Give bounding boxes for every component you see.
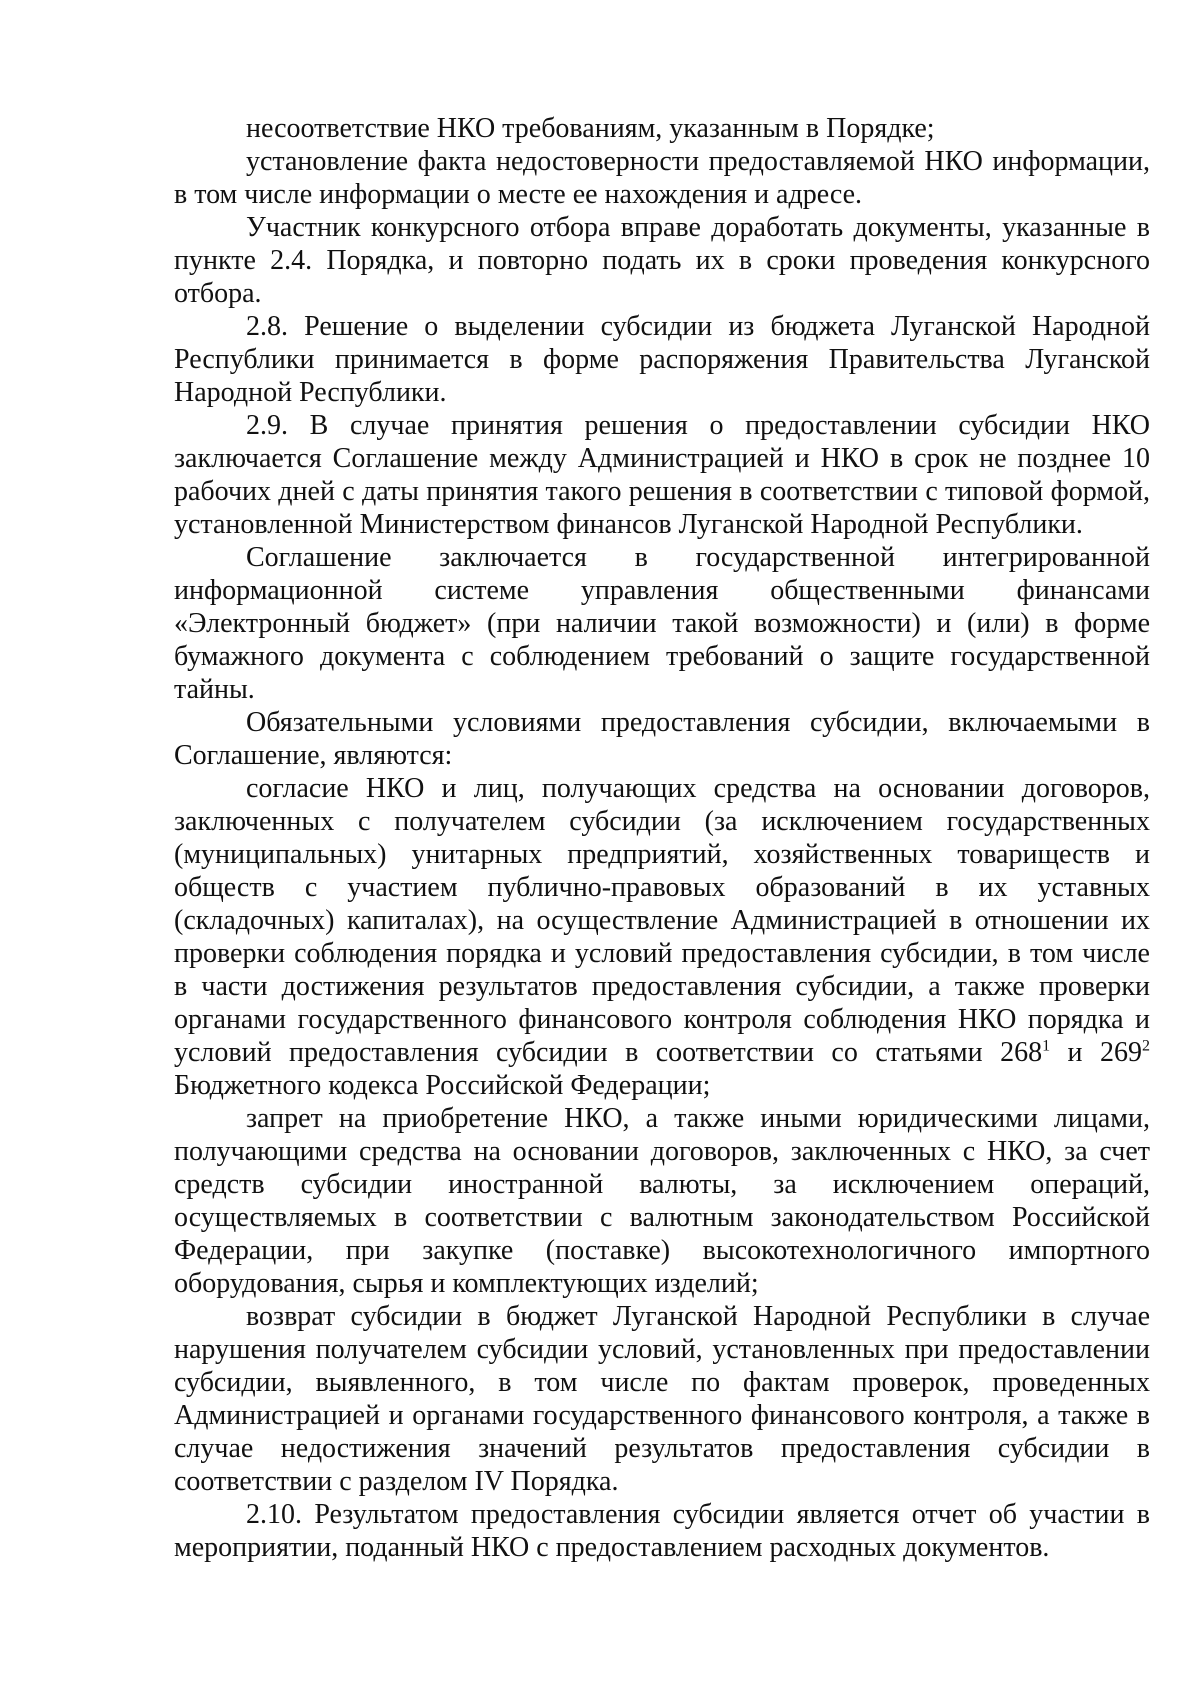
document-body: [174, 112, 1150, 1564]
paragraph-mandatory-conditions: Обязательными условиями предоставления субсидии, включаемыми в Соглашение, являются:: [174, 707, 1150, 771]
consent-text-part1: согласие НКО и лиц, получающих средства на основании договоров, заключенных с получателем субсидии (за исключением государственных (муниципальных) унитарных предприятий, хозяйственных товариществ и обществ с участием публично-правовых образований в их уставных (складочных) капиталах), на осуществление Администрацией в отношении их проверки соблюдения порядка и условий предоставления субсидии, в том числе в части достижения результатов предоставления субсидии, а также проверки органами государственного финансового контроля соблюдения НКО порядка и условий предоставления субсидии в соответствии со статьями 268: [174, 773, 1150, 1068]
paragraph-resubmission: Участник конкурсного отбора вправе доработать документы, указанные в пункте 2.4. Порядка, и повторно подать их в сроки проведения конкурсного отбора.: [174, 212, 1150, 309]
paragraph-agreement-system: Соглашение заключается в государственной интегрированной информационной системе управления общественными финансами «Электронный бюджет» (при наличии такой возможности) и (или) в форме бумажного документа с соблюдением требований о защите государственной тайны.: [174, 542, 1150, 705]
consent-text-part3: Бюджетного кодекса Российской Федерации;: [174, 1070, 711, 1101]
paragraph-2-9: 2.9. В случае принятия решения о предоставлении субсидии НКО заключается Соглашение между Администрацией и НКО в срок не позднее 10 рабочих дней с даты принятия такого решения в соответствии с типовой формой, установленной Министерством финансов Луганской Народной Республики.: [174, 410, 1150, 540]
paragraph-consent: [174, 772, 1150, 1102]
paragraph-currency-ban: запрет на приобретение НКО, а также иными юридическими лицами, получающими средства на основании договоров, заключенных с НКО, за счет средств субсидии иностранной валюты, за исключением операций, осуществляемых в соответствии с валютным законодательством Российской Федерации, при закупке (поставке) высокотехнологичного импортного оборудования, сырья и комплектующих изделий;: [174, 1103, 1150, 1299]
consent-text-part2: и 269: [1050, 1037, 1143, 1068]
superscript-1: 1: [1042, 1037, 1051, 1055]
paragraph-noncompliance: несоответствие НКО требованиям, указанным в Порядке;: [246, 113, 935, 144]
superscript-2: 2: [1142, 1037, 1151, 1055]
paragraph-subsidy-return: возврат субсидии в бюджет Луганской Народной Республики в случае нарушения получателем субсидии условий, установленных при предоставлении субсидии, выявленного, в том числе по фактам проверок, проведенных Администрацией и органами государственного финансового контроля, а также в случае недостижения значений результатов предоставления субсидии в соответствии с разделом IV Порядка.: [174, 1301, 1150, 1497]
paragraph-2-10: 2.10. Результатом предоставления субсидии является отчет об участии в мероприятии, поданный НКО с предоставлением расходных документов.: [174, 1499, 1150, 1563]
paragraph-false-information: установление факта недостоверности предоставляемой НКО информации, в том числе информации о месте ее нахождения и адресе.: [174, 146, 1150, 210]
paragraph-2-8: 2.8. Решение о выделении субсидии из бюджета Луганской Народной Республики принимается в форме распоряжения Правительства Луганской Народной Республики.: [174, 311, 1150, 408]
